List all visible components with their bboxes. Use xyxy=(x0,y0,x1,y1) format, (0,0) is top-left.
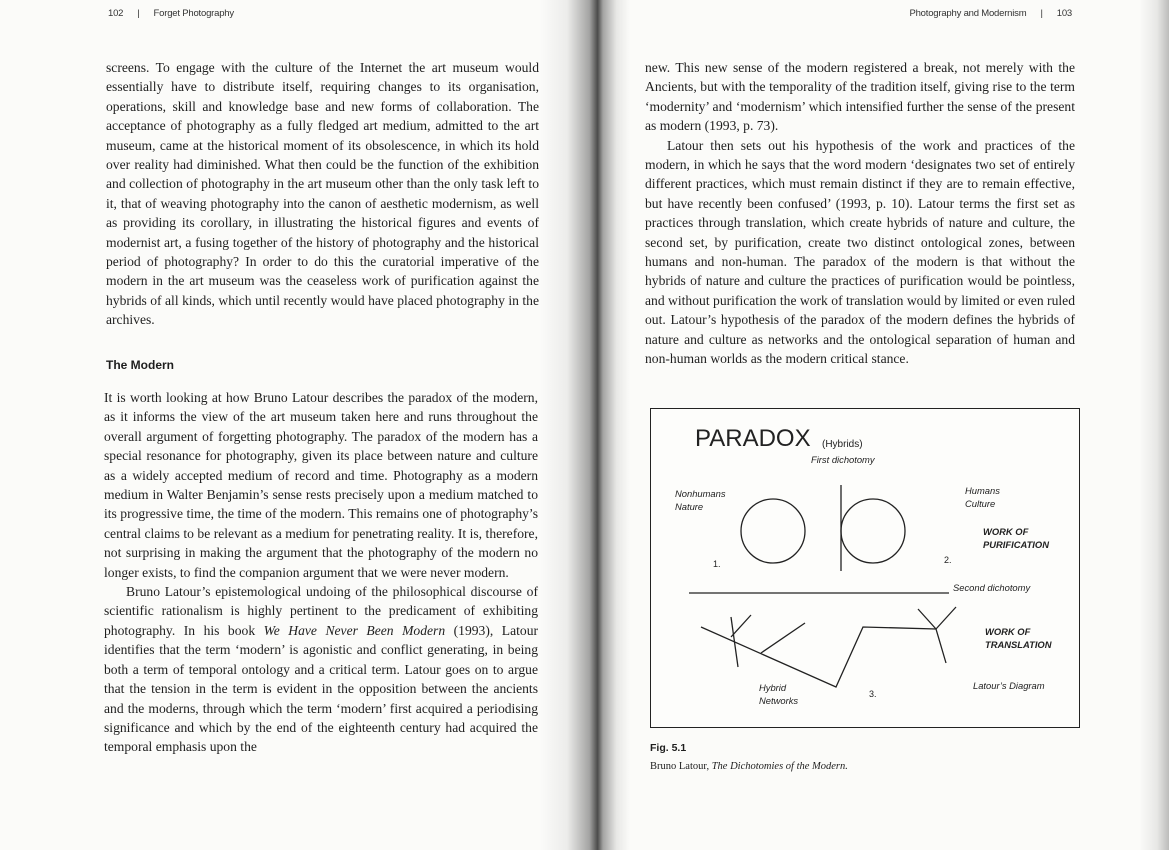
latour-diagram-figure xyxy=(650,408,1080,728)
left-paragraph-3 xyxy=(104,582,538,757)
network-branch-3 xyxy=(761,623,805,653)
label-number-3: 3. xyxy=(869,689,877,699)
paradox-subtitle: (Hybrids) xyxy=(822,439,863,450)
para3-text-b: (1993), Latour identifies that the term ‘modern’ is agonistic and conflict generating, in being both a term of temporal ontology and a critical term. Latour goes on to argue that the tension in the term is evident in the opposition between the ancients and the moderns, through which the term ‘modern’ first acquired a periodising significance and which by the end of the eighteenth century had acquired the temporal emphasis upon the xyxy=(104,622,539,755)
left-body-bottom xyxy=(104,388,538,757)
nature-circle xyxy=(741,499,805,563)
networks-line: Networks xyxy=(759,695,799,706)
right-paragraph-1: new. This new sense of the modern registered a break, not merely with the Ancients, but with the temporality of the tradition itself, giving rise to the term ‘modernity’ and ‘modernism’ which intensified further the sense of the present as modern (1993, p. 73). xyxy=(645,60,1075,134)
right-running-head: Photography and Modernism | 103 xyxy=(909,8,1072,19)
nature-line: Nature xyxy=(675,501,704,512)
left-running-head-title: Forget Photography xyxy=(153,8,234,19)
network-branch-2 xyxy=(731,615,751,637)
label-number-2: 2. xyxy=(944,555,952,565)
left-page-number: 102 xyxy=(108,8,124,19)
figure-caption-label: Fig. 5.1 xyxy=(650,742,687,754)
left-running-head: 102 | Forget Photography xyxy=(108,8,234,19)
latours-diagram-label: Latour’s Diagram xyxy=(973,680,1045,691)
right-body xyxy=(645,58,1075,369)
second-dichotomy-label: Second dichotomy xyxy=(953,582,1031,593)
humans-line: Humans xyxy=(965,485,1000,496)
translation-line-1: WORK OF xyxy=(985,626,1031,637)
left-paragraph-1: screens. To engage with the culture of the Internet the art museum would essentially have to distribute itself, requiring changes to its organisation, operations, skill and knowledge base and new forms of collaboration. The acceptance of photography as a fully fledged art medium, admitted to the art museum, came at the historical moment of its obsolescence, in which its hold over reality had diminished. What then could be the function of the exhibition and collection of photography in the art museum other than the only task left to it, that of weaving photography into the canon of aesthetic modernism, as well as providing its corollary, in illustrating the historical figures and events of modernist art, a fusing together of the history of photography and the historical period of photography? In order to do this the curatorial imperative of the modern in the art museum was the ceaseless work of purification against the hybrids of all kinds, which until recently would have placed photography in the archives. xyxy=(106,60,539,328)
network-branch-1 xyxy=(731,617,738,667)
culture-line: Culture xyxy=(965,498,996,509)
translation-line-2: TRANSLATION xyxy=(985,639,1052,650)
figure-caption xyxy=(650,761,848,772)
network-branch-4 xyxy=(918,609,936,629)
para3-text-a: Bruno Latour’s epistemological undoing of the philosophical discourse of scientific rationalism is highly pertinent to the predicament of exhibiting photography. In his book xyxy=(104,584,538,638)
book-gutter-shadow xyxy=(540,0,630,850)
label-number-1: 1. xyxy=(713,559,721,569)
caption-author: Bruno Latour, xyxy=(650,761,712,772)
work-of-translation-label xyxy=(985,625,1052,651)
humans-label xyxy=(965,484,1000,510)
hybrid-networks-label xyxy=(759,681,798,707)
nonhumans-line: Nonhumans xyxy=(675,488,726,499)
hybrid-network-zigzag xyxy=(701,627,946,687)
right-paragraph-2: Latour then sets out his hypothesis of the work and practices of the modern, in which he says that the word modern ‘designates two set of entirely different practices, which must remain distinct if they are to remain effective, but have recently been confused’ (1993, p. 10). Latour terms the first set as practices through translation, which create hybrids of nature and culture, the second set, by purification, create two distinct ontological zones, between humans and non-human. The paradox of the modern is that without the hybrids of nature and culture the practices of purification would be pointless, and without purification the work of translation would by limited or even ruled out. Latour’s hypothesis of the paradox of the modern defines the hybrids of nature and culture as networks and the ontological separation of human and non-human worlds as the modern critical stance. xyxy=(645,137,1075,367)
page-edge-shadow xyxy=(1139,0,1169,850)
right-page-number: 103 xyxy=(1056,8,1072,19)
purification-line-1: WORK OF xyxy=(983,526,1029,537)
section-heading: The Modern xyxy=(106,358,174,372)
purification-line-2: PURIFICATION xyxy=(983,539,1049,550)
paradox-title: PARADOX xyxy=(695,425,811,452)
network-branch-5 xyxy=(936,607,956,629)
right-running-head-title: Photography and Modernism xyxy=(909,8,1027,19)
first-dichotomy-label: First dichotomy xyxy=(811,454,875,465)
right-page xyxy=(600,0,1169,850)
culture-circle xyxy=(841,499,905,563)
left-paragraph-2: It is worth looking at how Bruno Latour describes the paradox of the modern, as it informs the view of the art museum taken here and runs throughout the overall argument of forgetting photography. The paradox of the modern has a special resonance for photography, given its place between nature and culture as a widely accepted medium of record and time. Photography as a modern medium in Walter Benjamin’s sense rests precisely upon a medium matched to its progressive time, the time of the modern. This remains one of photography’s central claims to be relevant as a medium for penetrating reality. It is, therefore, not surprising in making the argument that the photography of the modern no longer exists, to find the companion argument that we were never modern. xyxy=(104,390,538,580)
book-title: We Have Never Been Modern xyxy=(263,622,446,638)
caption-title: The Dichotomies of the Modern. xyxy=(711,761,848,772)
work-of-purification-label xyxy=(983,525,1049,551)
left-body-top xyxy=(106,58,539,330)
left-page xyxy=(0,0,580,850)
hybrid-line: Hybrid xyxy=(759,682,787,693)
nonhumans-label xyxy=(675,487,726,513)
